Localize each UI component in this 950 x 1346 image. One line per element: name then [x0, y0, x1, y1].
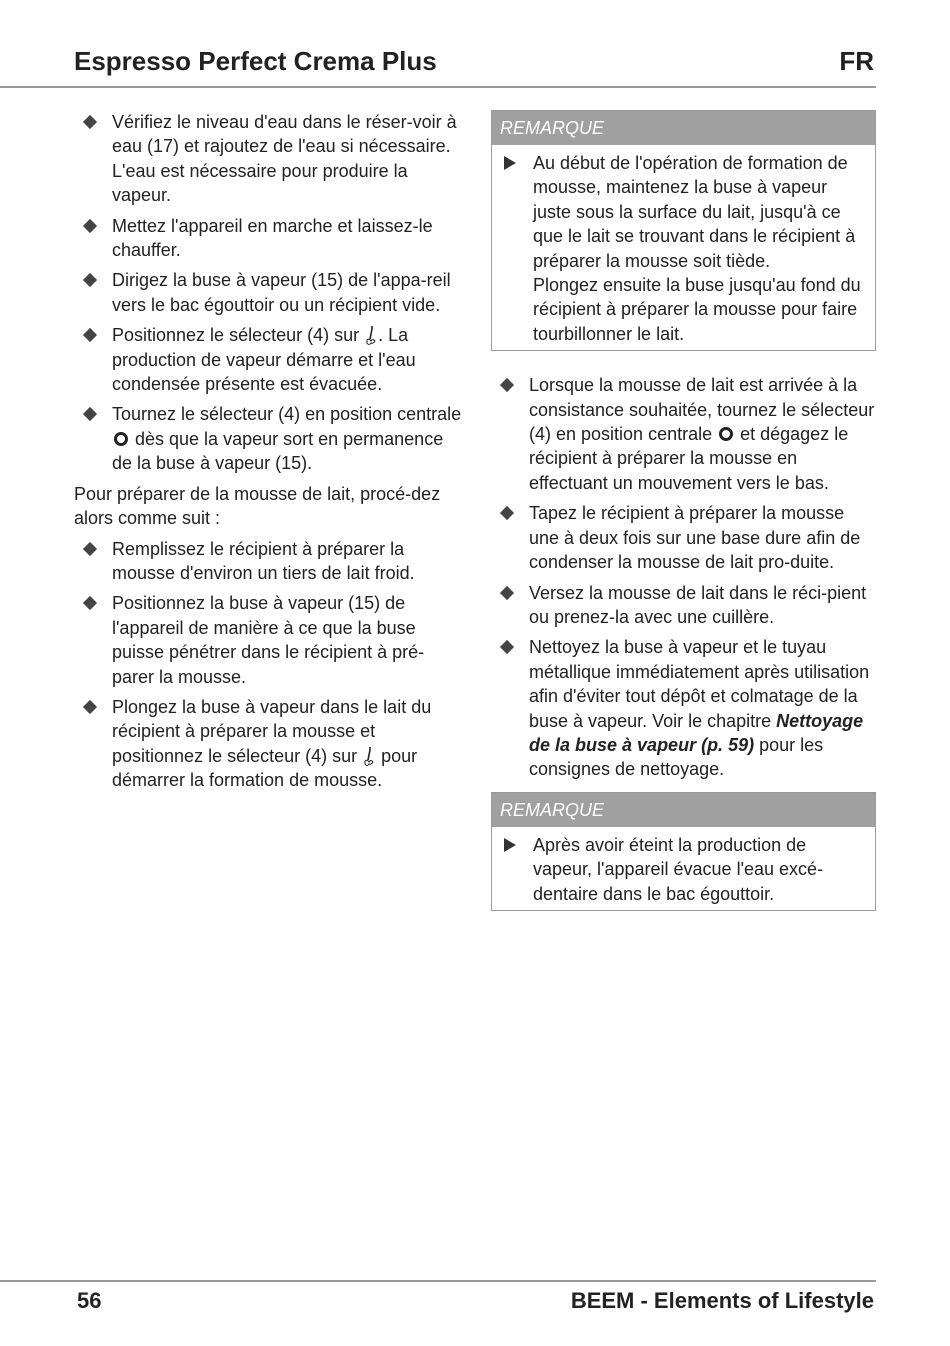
diamond-bullet-icon [83, 541, 97, 555]
list-item [491, 373, 876, 495]
center-position-icon [719, 427, 733, 441]
page-header [0, 0, 950, 88]
list-item-text: pour les consignes de nettoyage. [529, 734, 824, 780]
diamond-bullet-icon [83, 273, 97, 287]
diamond-bullet-icon [83, 407, 97, 421]
note-text: Plongez ensuite la buse jusqu'au fond du récipient à préparer la mousse pour faire tourbillonner le lait. [533, 275, 861, 344]
right-column [491, 110, 876, 933]
list-item-text: Mettez l'appareil en marche et laissez-le chauffer. [112, 215, 433, 261]
note-body [492, 145, 875, 350]
diamond-bullet-icon [83, 596, 97, 610]
chapter-reference-link[interactable]: Nettoyage de la buse à vapeur (p. 59) [529, 710, 864, 755]
list-item [74, 110, 464, 208]
note-body [492, 827, 875, 910]
list-item-text: pour démarrer la formation de mousse. [112, 745, 418, 791]
list-item [74, 591, 464, 689]
note-box [491, 110, 876, 351]
diamond-bullet-icon [500, 585, 514, 599]
list-item-text: . La production de vapeur démarre et l'eau condensée présente est évacuée. [112, 325, 416, 395]
triangle-arrow-icon [504, 156, 516, 170]
diamond-bullet-icon [500, 506, 514, 520]
list-item [74, 695, 464, 793]
center-position-icon [114, 432, 128, 446]
diamond-bullet-icon [500, 378, 514, 392]
header-divider [0, 86, 876, 88]
note-text: Au début de l'opération de formation de mousse, maintenez la buse à vapeur juste sous la surface du lait, jusqu'à ce que le lait se trouvant dans le récipient à préparer la mousse soit tiède. [533, 153, 856, 271]
diamond-bullet-icon [500, 640, 514, 654]
left-column [74, 110, 464, 799]
list-item-text: Positionnez le sélecteur (4) sur [112, 325, 365, 346]
list-item [74, 214, 464, 263]
list-item-text: Dirigez la buse à vapeur (15) de l'appa-reil vers le bac égouttoir ou un récipient vide. [112, 270, 451, 315]
list-item-text: et dégagez le récipient à préparer la mousse en effectuant un mouvement vers le bas. [529, 424, 849, 493]
steam-wand-icon [362, 746, 376, 768]
note-heading: REMARQUE [492, 111, 875, 145]
list-item-text: Vérifiez le niveau d'eau dans le réser-voir à eau (17) et rajoutez de l'eau si nécessaire. L'eau est nécessaire pour produire la vapeur. [112, 112, 457, 206]
list-item [491, 581, 876, 630]
list-item-text: Lorsque la mousse de lait est arrivée à la consistance souhaitée, tournez le sélecteur (4) en position centrale [529, 375, 875, 445]
steam-wand-icon [364, 325, 378, 347]
note-box [491, 792, 876, 911]
list-item [74, 268, 464, 317]
list-item-text: dès que la vapeur sort en permanence de la buse à vapeur (15). [112, 428, 444, 474]
diamond-bullet-icon [83, 328, 97, 342]
list-item-text: Nettoyez la buse à vapeur et le tuyau métallique immédiatement après utilisation afin d'éviter tout dépôt et colmatage de la buse à vapeur. Voir le chapitre [529, 637, 870, 731]
list-item-text: Remplissez le récipient à préparer la mousse d'environ un tiers de lait froid. [112, 538, 415, 583]
list-item [491, 501, 876, 574]
list-item [491, 635, 876, 781]
list-item [74, 537, 464, 586]
diamond-bullet-icon [83, 115, 97, 129]
diamond-bullet-icon [83, 700, 97, 714]
list-item [74, 323, 464, 396]
intro-paragraph: Pour préparer de la mousse de lait, procé-dez alors comme suit : [74, 483, 441, 529]
page-number: 56 [77, 1288, 102, 1313]
brand-name: BEEM - Elements of Lifestyle [570, 1288, 874, 1313]
list-item-text: Tournez le sélecteur (4) en position centrale [112, 404, 462, 425]
list-item [74, 402, 464, 475]
list-item-text: Versez la mousse de lait dans le réci-pient ou prenez-la avec une cuillère. [529, 582, 867, 627]
note-text: Après avoir éteint la production de vapeur, l'appareil évacue l'eau excé-dentaire dans le bac égouttoir. [533, 834, 824, 904]
diamond-bullet-icon [83, 219, 97, 233]
footer-divider [0, 1280, 876, 1282]
list-item-text: Tapez le récipient à préparer la mousse une à deux fois sur une base dure afin de condenser la mousse de lait pro-duite. [529, 503, 861, 573]
triangle-arrow-icon [504, 838, 516, 852]
note-heading: REMARQUE [492, 793, 875, 827]
document-title: Espresso Perfect Crema Plus [74, 46, 437, 76]
language-code: FR [839, 46, 874, 76]
list-item-text: Positionnez la buse à vapeur (15) de l'appareil de manière à ce que la buse puisse pénétrer dans le récipient à pré-parer la mousse. [112, 593, 425, 687]
list-item-text: Plongez la buse à vapeur dans le lait du récipient à préparer la mousse et positionnez le sélecteur (4) sur [112, 696, 432, 766]
